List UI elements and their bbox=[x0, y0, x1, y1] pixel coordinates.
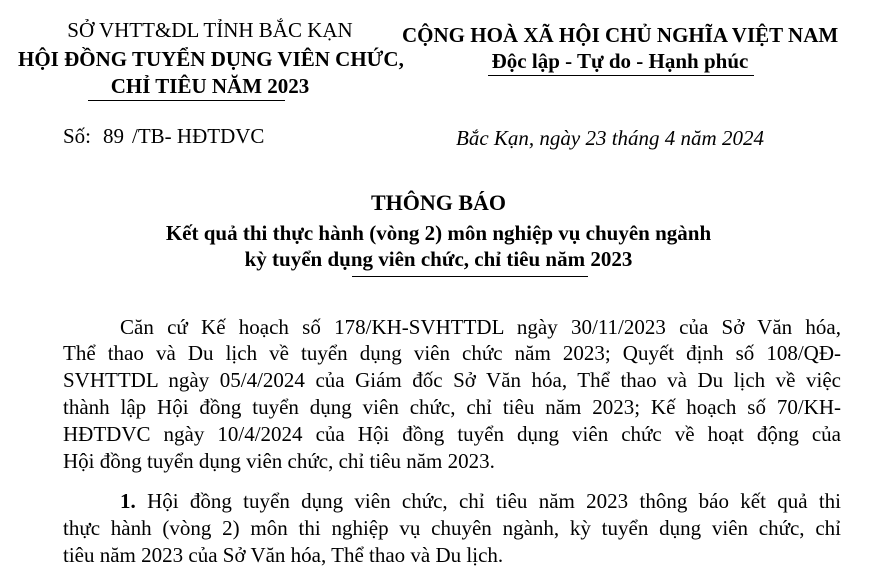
document-number-value: 89 bbox=[103, 124, 125, 148]
issuing-council-quota: CHỈ TIÊU NĂM 2023 bbox=[110, 74, 310, 98]
paragraph-line: thành lập Hội đồng tuyển dụng viên chức, chỉ tiêu năm 2023; Kế hoạch số 70/KH- bbox=[63, 395, 841, 419]
document-number bbox=[63, 123, 264, 149]
issuing-council: HỘI ĐỒNG TUYỂN DỤNG VIÊN CHỨC, bbox=[18, 47, 404, 71]
national-motto: Độc lập - Tự do - Hạnh phúc bbox=[491, 49, 749, 73]
header-right-underline bbox=[488, 75, 754, 76]
document-title: THÔNG BÁO bbox=[370, 190, 507, 215]
national-title: CỘNG HOÀ XÃ HỘI CHỦ NGHĨA VIỆT NAM bbox=[402, 23, 839, 47]
document-subtitle-line-1: Kết quả thi thực hành (vòng 2) môn nghiệp vụ chuyên ngành bbox=[165, 221, 712, 245]
document-date: Bắc Kạn, ngày 23 tháng 4 năm 2024 bbox=[456, 126, 764, 150]
title-underline bbox=[352, 276, 588, 277]
paragraph-line: Hội đồng tuyển dụng viên chức, chỉ tiêu năm 2023. bbox=[63, 449, 495, 473]
paragraph-line: thực hành (vòng 2) môn thi nghiệp vụ chuyên ngành, kỳ tuyển dụng viên chức, chỉ bbox=[63, 516, 841, 540]
paragraph-line: Thể thao và Du lịch về tuyển dụng viên chức năm 2023; Quyết định số 108/QĐ- bbox=[63, 341, 841, 365]
header-left-underline bbox=[88, 100, 285, 101]
paragraph-line: tiêu năm 2023 của Sở Văn hóa, Thể thao và Du lịch. bbox=[63, 543, 504, 567]
paragraph-line bbox=[120, 488, 841, 514]
paragraph-line: HĐTDVC ngày 10/4/2024 của Hội đồng tuyển dụng viên chức về hoạt động của bbox=[63, 422, 841, 446]
document-subtitle-line-2: kỳ tuyển dụng viên chức, chỉ tiêu năm 2023 bbox=[244, 247, 633, 271]
document-number-prefix: Số: bbox=[63, 124, 92, 148]
item-first-line-text: Hội đồng tuyển dụng viên chức, chỉ tiêu năm 2023 thông báo kết quả thi bbox=[147, 489, 842, 513]
issuing-department: SỞ VHTT&DL TỈNH BẮC KẠN bbox=[67, 18, 353, 42]
paragraph-line: Căn cứ Kế hoạch số 178/KH-SVHTTDL ngày 30/11/2023 của Sở Văn hóa, bbox=[120, 315, 841, 339]
paragraph-line: SVHTTDL ngày 05/4/2024 của Giám đốc Sở Văn hóa, Thể thao và Du lịch về việc bbox=[63, 368, 841, 392]
item-number: 1. bbox=[120, 489, 136, 513]
document-number-suffix: /TB- HĐTDVC bbox=[132, 124, 265, 148]
